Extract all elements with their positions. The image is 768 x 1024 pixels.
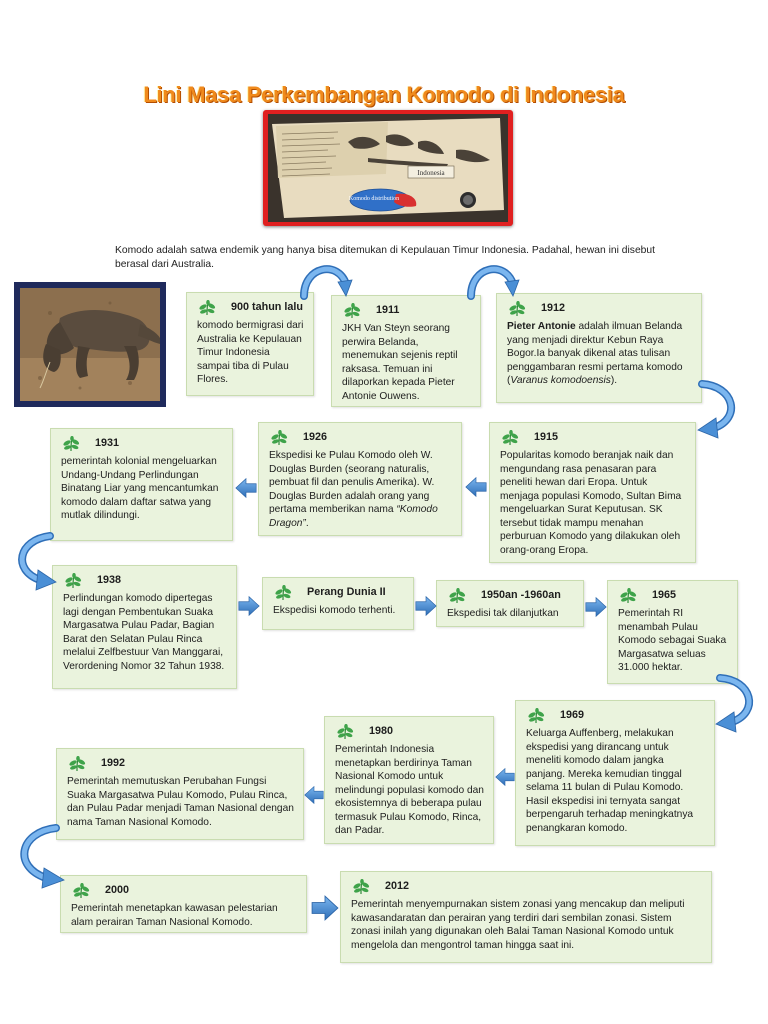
event-card-1980 [324,716,494,844]
historic-map-image [263,110,513,226]
curved-arrow-icon [465,256,521,300]
event-card-2012 [340,871,712,963]
leaf-icon [63,573,83,589]
event-card-1992 [56,748,304,840]
leaf-icon [197,300,217,316]
left-arrow-icon [304,785,324,805]
map-label-indonesia: Indonesia [417,169,445,177]
left-arrow-icon [465,476,487,498]
event-text: JKH Van Steyn seorang perwira Belanda, menemukan sejenis reptil raksasa. Temuan ini dilaporkan kepada Pieter Antonie Ouwens. [342,323,458,402]
page-title: Lini Masa Perkembangan Komodo di Indonesia [143,82,625,107]
map-label-komodo: Komodo distribution [348,196,400,202]
leaf-icon [447,588,467,604]
event-card-2000 [60,875,307,933]
event-card-1912 [496,293,702,403]
event-text-tail: . [305,517,309,529]
event-year: 1915 [534,431,559,444]
event-year: Perang Dunia II [307,586,386,599]
leaf-icon [273,585,293,601]
left-arrow-icon [495,767,515,787]
leaf-icon [342,303,362,319]
event-text: komodo bermigrasi dari Australia ke Kepulauan Timur Indonesia sampai tiba di Pulau Flores. [197,320,304,385]
curved-arrow-icon [10,530,60,594]
event-italic: “Komodo Dragon” [269,504,438,529]
curved-arrow-icon [10,822,66,892]
event-italic: Varanus komodoensis [510,375,611,386]
event-card-1926 [258,422,462,536]
leaf-icon [67,756,87,772]
intro-paragraph: Komodo adalah satwa endemik yang hanya bisa ditemukan di Kepulauan Timur Indonesia. Padahal, hewan ini disebut berasal dari Australia. [115,245,655,270]
leaf-icon [71,883,91,899]
event-year: 1950an -1960an [481,589,561,602]
event-card-1969 [515,700,715,846]
event-year: 1992 [101,757,126,770]
event-text: pemerintah kolonial mengeluarkan Undang-Undang Perlindungan Binatang Liar yang mencantumkan komodo dalam daftar satwa yang mutlak dilindungi. [61,456,219,521]
event-text: Perlindungan komodo dipertegas lagi dengan Pembentukan Suaka Margasatwa Pulau Padar, Bagian Barat den Selatan Pulau Rinca melalui Zelfbestuur Van Manggarai, Verordening Nomor 32 Tahun 1938. [63,593,225,672]
event-card-1965 [607,580,738,684]
event-card-1911 [331,295,481,407]
event-year: 1969 [560,709,585,722]
leaf-icon [335,724,355,740]
leaf-icon [61,436,81,452]
event-year: 900 tahun lalu [231,301,303,314]
curved-arrow-icon [712,672,762,736]
event-text: Ekspedisi tak dilanjutkan [447,608,559,619]
event-year: 1931 [95,437,120,450]
leaf-icon [618,588,638,604]
leaf-icon [351,879,371,895]
event-year: 1926 [303,431,328,444]
right-arrow-icon [311,895,339,921]
leaf-icon [269,430,289,446]
event-card-1950s [436,580,584,627]
event-text: Ekspedisi ke Pulau Komodo oleh W. Douglas Burden (seorang naturalis, pembuat fil dan penulis Amerika). W. Douglas Burden adalah orang yang pertama memberikan nama [269,450,435,515]
event-card-ww2 [262,577,414,630]
event-text: Pemerintah menyempurnakan sistem zonasi yang mencakup dan meliputi kawasandaratan dan perairan yang terdiri dari sembilan zonasi. Sistem zonasi inilah yang digunakan oleh Balai Taman Nasional Komodo untuk mengelola dan mengontrol taman hingga saat ini. [351,899,685,951]
komodo-photo [14,282,166,407]
event-card-1938 [52,565,237,689]
right-arrow-icon [585,596,607,618]
event-year: 1965 [652,589,677,602]
right-arrow-icon [238,595,260,617]
event-card-900 [186,292,314,396]
event-year: 1912 [541,302,566,315]
curved-arrow-icon [694,378,744,442]
event-year: 2000 [105,884,130,897]
event-text-tail: ). [610,375,618,386]
event-text: Popularitas komodo beranjak naik dan mengundang rasa penasaran para peneliti hewan dari Eropa. Untuk menjaga populasi Komodo, Sultan Bima mengeluarkan Surat Keputusan. SK tersebut tidak mampu menahan perburuan Komodo yang dilakukan oleh orang-orang Eropa. [500,450,682,556]
event-year: 1980 [369,725,394,738]
event-bold-name: Pieter Antonie [507,321,576,332]
event-year: 1911 [376,304,400,317]
event-text: Pemerintah memutuskan Perubahan Fungsi Suaka Margasatwa Pulau Komodo, Pulau Rinca, dan Pulau Padar menjadi Taman Nasional dengan nama Taman Nasional Komodo. [67,776,294,828]
event-card-1915 [489,422,696,563]
leaf-icon [500,430,520,446]
event-text: Pemerintah menetapkan kawasan pelestarian alam perairan Taman Nasional Komodo. [71,903,278,928]
event-text: Pemerintah RI menambah Pulau Komodo sebagai Suaka Margasatwa seluas 31.000 hektar. [618,608,727,673]
right-arrow-icon [415,595,437,617]
left-arrow-icon [235,477,257,499]
event-card-1931 [50,428,233,541]
event-text: Keluarga Auffenberg, melakukan ekspedisi yang dirancang untuk meneliti komodo dalam jangka panjang. Mereka kemudian tinggal selama 11 bulan di Pulau Komodo. Hasil ekspedisi ini ternyata sangat berpengaruh terhadap meningkatnya penangkaran komodo. [526,728,694,834]
event-text: adalah ilmuan Belanda yang menjadi direktur Kebun Raya Bogor.Ia banyak dikenal atas tulisan penggambaran resmi pertama komodo ( [507,321,683,386]
leaf-icon [526,708,546,724]
event-year: 1938 [97,574,122,587]
event-text: Ekspedisi komodo terhenti. [273,605,396,616]
event-text: Pemerintah Indonesia menetapkan berdirinya Taman Nasional Komodo untuk melindungi populasi komodo dan ekosistemnya di beberapa pulau termasuk Pulau Komodo, Rinca, dan Padar. [335,744,484,836]
event-year: 2012 [385,880,410,893]
leaf-icon [507,301,527,317]
curved-arrow-icon [298,256,354,300]
